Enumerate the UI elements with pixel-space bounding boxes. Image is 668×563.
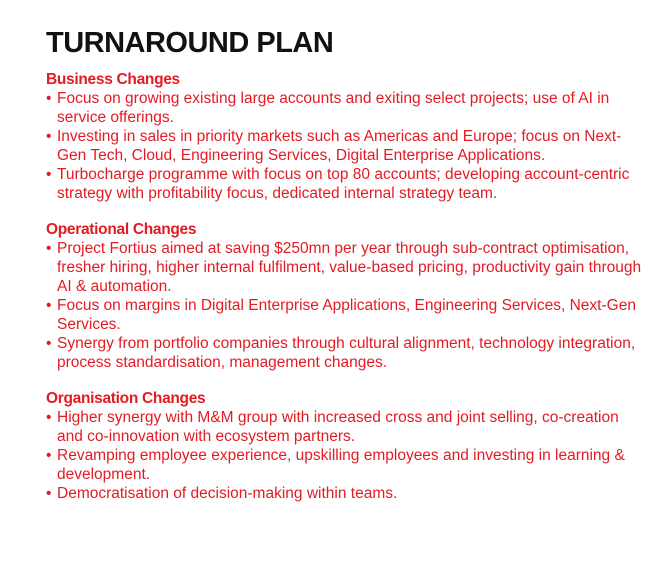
list-item	[46, 484, 648, 503]
list-item	[46, 446, 648, 484]
bullet-icon: •	[46, 297, 52, 314]
bullet-icon: •	[46, 240, 52, 257]
bullet-icon: •	[46, 166, 52, 183]
list-item	[46, 334, 648, 372]
list-item	[46, 89, 648, 127]
list-item	[46, 165, 648, 203]
list-item-text: Democratisation of decision-making within teams.	[57, 485, 398, 502]
list-item	[46, 408, 648, 446]
section-operational-changes	[46, 220, 648, 372]
list-item-text: Turbocharge programme with focus on top 80 accounts; developing account-centric strategy with profitability focus, dedicated internal strategy team.	[57, 166, 630, 202]
list-item-text: Focus on margins in Digital Enterprise Applications, Engineering Services, Next-Gen Services.	[57, 297, 636, 333]
list-item-text: Revamping employee experience, upskilling employees and investing in learning & development.	[57, 447, 625, 483]
list-item	[46, 296, 648, 334]
list-item-text: Investing in sales in priority markets such as Americas and Europe; focus on Next-Gen Tech, Cloud, Engineering Services, Digital Enterprise Applications.	[57, 128, 622, 164]
page-title: TURNAROUND PLAN	[46, 27, 334, 59]
section-organisation-changes	[46, 389, 648, 503]
section-heading: Organisation Changes	[46, 390, 206, 407]
bullet-list	[46, 89, 648, 203]
list-item-text: Higher synergy with M&M group with increased cross and joint selling, co-creation and co-innovation with ecosystem partners.	[57, 409, 619, 445]
list-item	[46, 127, 648, 165]
list-item	[46, 239, 648, 296]
bullet-icon: •	[46, 128, 52, 145]
bullet-list	[46, 239, 648, 372]
bullet-icon: •	[46, 447, 52, 464]
section-business-changes	[46, 70, 648, 203]
bullet-icon: •	[46, 485, 52, 502]
bullet-list	[46, 408, 648, 503]
list-item-text: Project Fortius aimed at saving $250mn per year through sub-contract optimisation, fresher hiring, higher internal fulfilment, value-based pricing, productivity gain through AI & automation.	[57, 240, 642, 295]
bullet-icon: •	[46, 90, 52, 107]
bullet-icon: •	[46, 335, 52, 352]
section-heading: Business Changes	[46, 71, 180, 88]
list-item-text: Focus on growing existing large accounts and exiting select projects; use of AI in service offerings.	[57, 90, 610, 126]
section-heading: Operational Changes	[46, 221, 197, 238]
list-item-text: Synergy from portfolio companies through cultural alignment, technology integration, process standardisation, management changes.	[57, 335, 636, 371]
bullet-icon: •	[46, 409, 52, 426]
